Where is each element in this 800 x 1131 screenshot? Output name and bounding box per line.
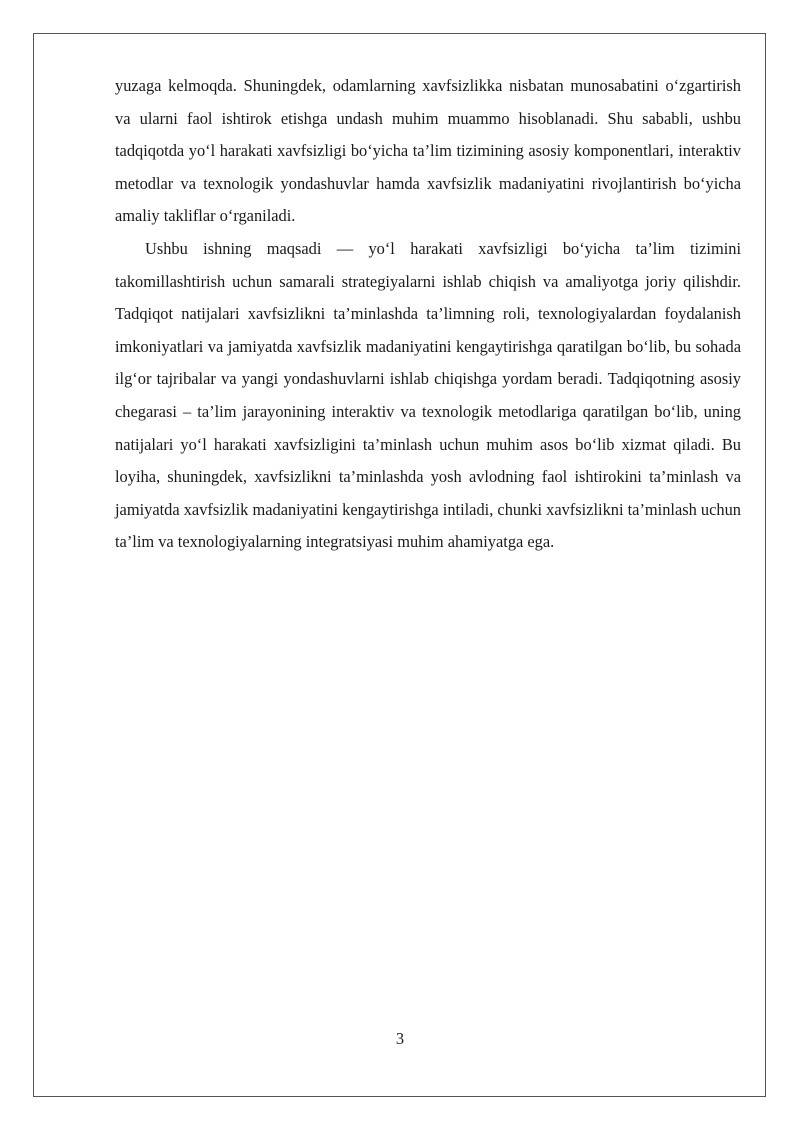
- paragraph-continuation: yuzaga kelmoqda. Shuningdek, odamlarning xavfsizlikka nisbatan munosabatini o‘zgartirish va ularni faol ishtirok etishga undash muhim muammo hisoblanadi. Shu sababli, ushbu tadqiqotda yo‘l harakati xavfsizligi bo‘yicha ta’lim tizimining asosiy komponentlari, interaktiv metodlar va texnologik yondashuvlar hamda xavfsizlik madaniyatini rivojlantirish bo‘yicha amaliy takliflar o‘rganiladi.: [115, 76, 741, 226]
- body-text: [115, 70, 741, 559]
- paragraph-aim: Ushbu ishning maqsadi — yo‘l harakati xavfsizligi bo‘yicha ta’lim tizimini takomillashtirish uchun samarali strategiyalarni ishlab chiqish va amaliyotga joriy qilishdir. Tadqiqot natijalari xavfsizlikni ta’minlashda ta’limning roli, texnologiyalardan foydalanish imkoniyatlari va jamiyatda xavfsizlik madaniyatini kengaytirishga qaratilgan bo‘lib, bu sohada ilg‘or tajribalar va yangi yondashuvlarni ishlab chiqishga yordam beradi. Tadqiqotning asosiy chegarasi – ta’lim jarayonining interaktiv va texnologik metodlariga qaratilgan bo‘lib, uning natijalari yo‘l harakati xavfsizligini ta’minlash uchun muhim asos bo‘lib xizmat qiladi. Bu loyiha, shuningdek, xavfsizlikni ta’minlashda yosh avlodning faol ishtirokini ta’minlash va jamiyatda xavfsizlik madaniyatini kengaytirishga intiladi, chunki xavfsizlikni ta’minlash uchun ta’lim va texnologiyalarning integratsiyasi muhim ahamiyatga ega.: [115, 238, 741, 552]
- page-number: 3: [395, 1029, 405, 1048]
